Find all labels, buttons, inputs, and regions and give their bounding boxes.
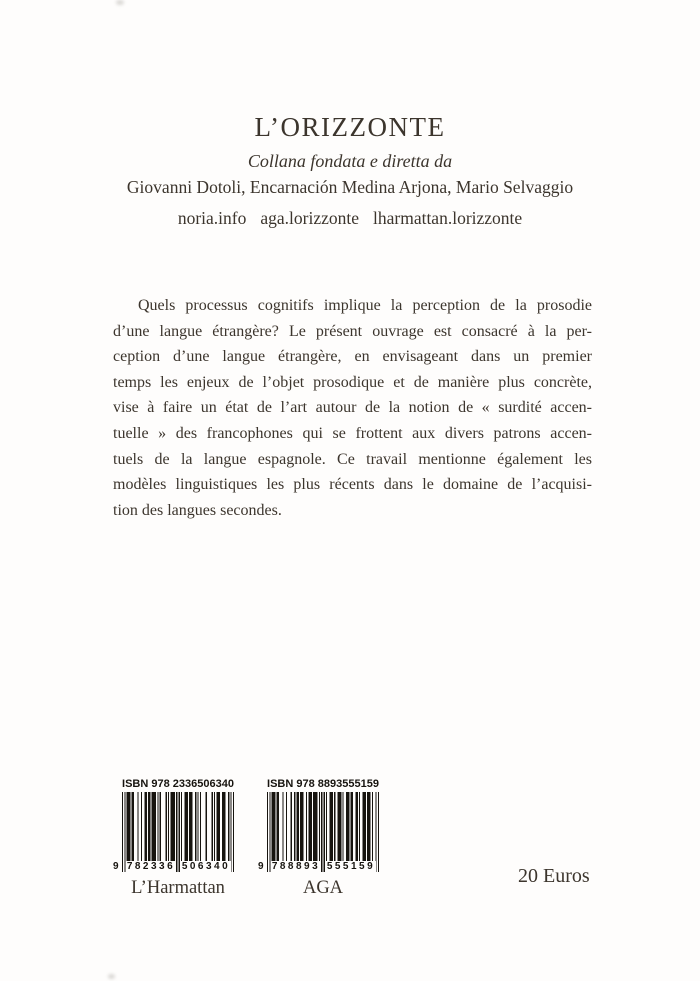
series-link: lharmattan.lorizzonte [373,208,523,228]
barcode-digit-group: 788893 [271,861,321,872]
scan-artifact [116,0,124,5]
isbn-text: ISBN 978 2336506340 [122,778,234,790]
barcode-aga [258,770,388,898]
series-title: L’ORIZZONTE [254,112,446,142]
series-directors: Giovanni Dotoli, Encarnación Medina Arjona, Mario Selvaggio [126,177,574,197]
barcode-digit-group: 506340 [181,861,231,872]
barcode-bars-svg [267,792,379,872]
scan-artifact [108,974,115,979]
barcode-digits [113,861,234,873]
blurb-line: tuels de la langue espagnole. Ce travail mentionne également les [113,450,592,468]
barcode-digit-prefix: 9 [113,861,119,872]
blurb-line: ception d’une langue étrangère, en envisageant dans un premier [113,348,592,366]
barcode-digit-group: 555159 [326,861,376,872]
series-link: noria.info [177,208,247,228]
footer [0,770,700,910]
series-links [0,206,700,230]
barcode-bars-svg [122,792,234,872]
publisher-label-harmattan: L’Harmattan [131,878,225,898]
publisher-label-aga: AGA [302,878,344,898]
barcode-digits [258,861,379,873]
blurb-line: vise à faire un état de l’art autour de la notion de « surdité accen- [113,399,592,417]
barcode-bars [258,792,379,872]
blurb-line: d’une langue étrangère? Le présent ouvrage est consacré à la per- [113,322,592,340]
barcode-digit-group: 782336 [126,861,176,872]
back-cover-blurb [113,293,592,523]
series-header [0,110,700,230]
series-link: aga.lorizzonte [260,208,359,228]
blurb-line: modèles linguistiques les plus récents dans le domaine de l’acquisi- [113,476,592,494]
blurb-line: tion des langues secondes. [113,501,282,519]
blurb-line: temps les enjeux de l’objet prosodique et de manière plus concrète, [113,373,592,391]
blurb-line: Quels processus cognitifs implique la perception de la prosodie [138,297,592,314]
barcode-digit-prefix: 9 [258,861,264,872]
blurb-line: tuelle » des francophones qui se frottent aux divers patrons accen- [113,424,592,442]
series-subtitle: Collana fondata e diretta da [247,151,453,171]
isbn-text: ISBN 978 8893555159 [267,778,379,790]
barcode-harmattan [113,770,243,898]
price-label: 20 Euros [518,865,590,887]
barcode-bars [113,792,234,872]
